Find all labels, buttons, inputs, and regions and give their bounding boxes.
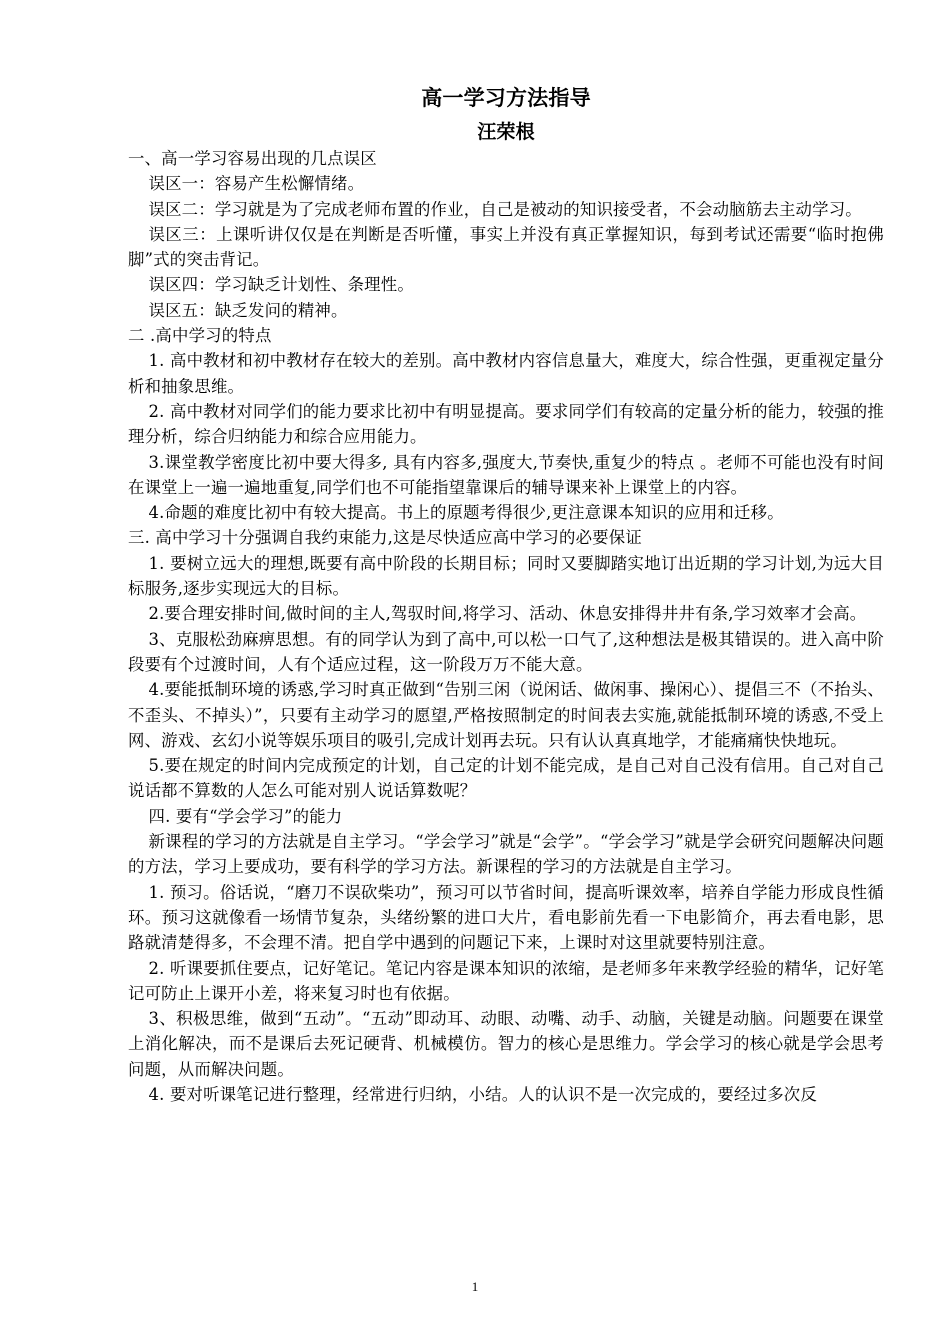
paragraph: 5.要在规定的时间内完成预定的计划，自己定的计划不能完成，是自己对自己没有信用。自己对自己说话都不算数的人怎么可能对别人说话算数呢？: [128, 756, 884, 801]
paragraph: 误区二：学习就是为了完成老师布置的作业，自己是被动的知识接受者，不会动脑筋去主动学习。: [148, 199, 862, 219]
paragraph: 1. 要树立远大的理想,既要有高中阶段的长期目标；同时又要脚踏实地订出近期的学习计划,为远大目标服务,逐步实现远大的目标。: [128, 553, 884, 599]
paragraph: 2. 高中教材对同学们的能力要求比初中有明显提高。要求同学们有较高的定量分析的能力，较强的推理分析，综合归纳能力和综合应用能力。: [128, 401, 884, 447]
paragraph: 4.要能抵制环境的诱惑,学习时真正做到“告别三闲（说闲话、做闲事、操闲心）、提倡三不（不抬头、不歪头、不掉头）”，只要有主动学习的愿望,严格按照制定的时间表去实施,就能抵制环境的诱惑,不受上网、游戏、玄幻小说等娱乐项目的吸引,完成计划再去玩。只有认认真真地学，才能痛痛快快地玩。: [128, 680, 884, 750]
paragraph-list: [128, 146, 884, 1107]
document-author: 汪荣根: [477, 121, 535, 143]
paragraph: 3.课堂教学密度比初中要大得多, 具有内容多,强度大,节奏快,重复少的特点 。老师不可能也没有时间在课堂上一遍一遍地重复,同学们也不可能指望靠课后的辅导课来补上课堂上的内容。: [128, 452, 884, 497]
paragraph: 4.命题的难度比初中有较大提高。书上的原题考得很少,更注意课本知识的应用和迁移。: [148, 503, 784, 523]
document-title: 高一学习方法指导: [421, 86, 591, 110]
document-body: [128, 80, 884, 1107]
paragraph: 误区三：上课听讲仅仅是在判断是否听懂，事实上并没有真正掌握知识，每到考试还需要“临时抱佛脚”式的突击背记。: [128, 224, 884, 270]
paragraph: 1. 高中教材和初中教材存在较大的差别。高中教材内容信息量大，难度大，综合性强，更重视定量分析和抽象思维。: [128, 351, 884, 396]
paragraph: 二 .高中学习的特点: [128, 326, 272, 346]
paragraph: 一、高一学习容易出现的几点误区: [128, 149, 377, 168]
paragraph: 1. 预习。俗话说，“磨刀不误砍柴功”，预习可以节省时间，提高听课效率，培养自学能力形成良性循环。预习这就像看一场情节复杂，头绪纷繁的进口大片，看电影前先看一下电影简介，再去看电影，思路就清楚得多，不会理不清。把自学中遇到的问题记下来，上课时对这里就要特别注意。: [128, 882, 884, 953]
paragraph: 3、克服松劲麻痹思想。有的同学认为到了高中,可以松一口气了,这种想法是极其错误的。进入高中阶段要有个过渡时间，人有个适应过程，这一阶段万万不能大意。: [128, 629, 884, 674]
paragraph: 2.要合理安排时间,做时间的主人,驾驭时间,将学习、活动、休息安排得井井有条,学习效率才会高。: [148, 604, 867, 624]
paragraph: 误区一：容易产生松懈情绪。: [148, 174, 365, 194]
paragraph: 2. 听课要抓住要点，记好笔记。笔记内容是课本知识的浓缩，是老师多年来教学经验的精华，记好笔记可防止上课开小差，将来复习时也有依据。: [128, 958, 884, 1003]
paragraph: 误区五：缺乏发问的精神。: [148, 300, 348, 320]
page-number: 1: [471, 1279, 479, 1294]
paragraph: 3、积极思维，做到“五动”。“五动”即动耳、动眼、动嘴、动手、动脑，关键是动脑。问题要在课堂上消化解决，而不是课后去死记硬背、机械模仿。智力的核心是思维力。学会学习的核心就是学会思考问题，从而解决问题。: [128, 1009, 884, 1079]
paragraph: 三. 高中学习十分强调自我约束能力,这是尽快适应高中学习的必要保证: [128, 528, 642, 548]
paragraph: 误区四：学习缺乏计划性、条理性。: [148, 275, 414, 295]
paragraph: 4. 要对听课笔记进行整理，经常进行归纳，小结。人的认识不是一次完成的，要经过多次反: [148, 1084, 817, 1104]
paragraph: 新课程的学习的方法就是自主学习。“学会学习”就是“会学”。“学会学习”就是学会研究问题解决问题的方法，学习上要成功，要有科学的学习方法。新课程的学习的方法就是自主学习。: [128, 832, 884, 877]
paragraph: 四. 要有“学会学习”的能力: [148, 806, 343, 826]
